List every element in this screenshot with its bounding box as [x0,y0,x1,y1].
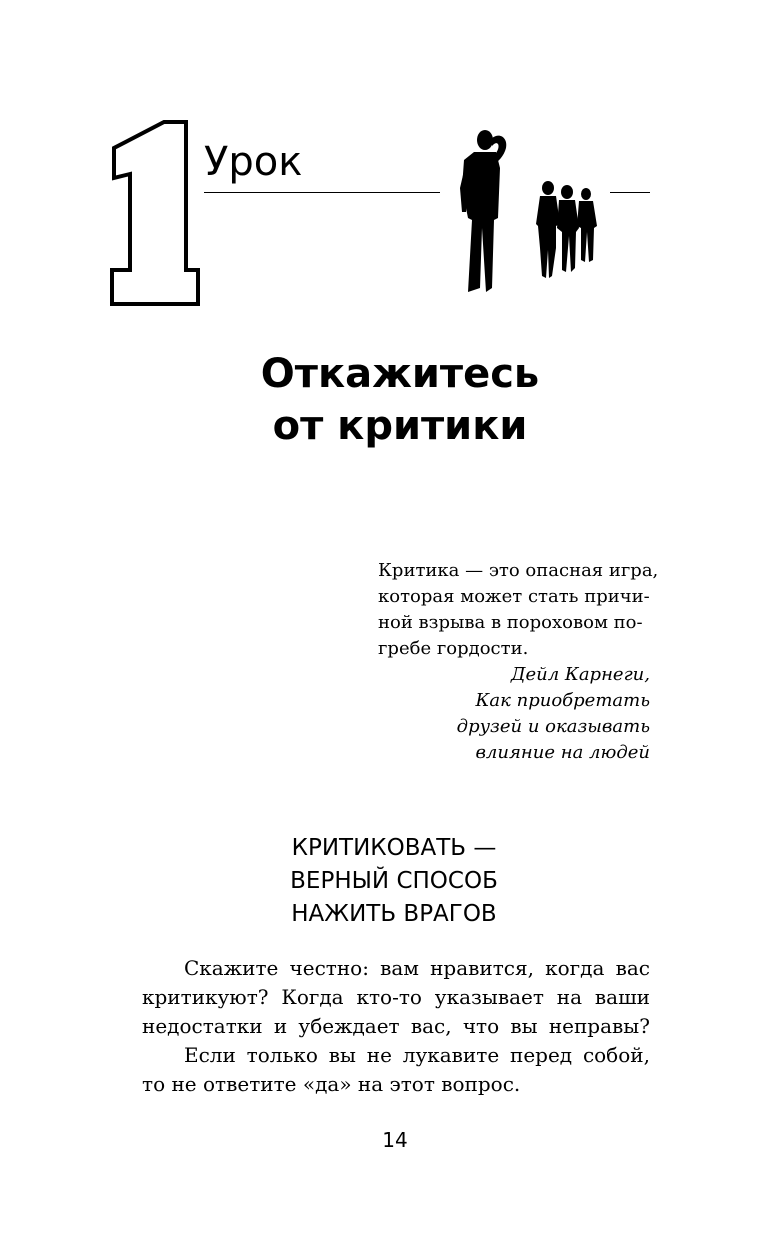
chapter-title [130,348,670,452]
body-word: Если [184,1043,236,1067]
body-word: ваши [594,985,650,1009]
header-rule-left [204,192,440,193]
epigraph-quote [378,558,659,662]
section-heading [180,832,608,931]
body-word: убеждает [298,1014,400,1038]
attribution-line: влияние на людей [475,742,650,763]
chapter-title-line: от критики [272,403,528,449]
body-line [142,954,650,983]
body-line [142,1012,650,1041]
section-heading-line: НАЖИТЬ ВРАГОВ [291,901,497,927]
body-word: Когда [281,985,344,1009]
body-word: недостатки [142,1014,263,1038]
lesson-label: Урок [204,139,303,185]
body-word: вам [380,956,419,980]
body-word: собой, [582,1043,650,1067]
chapter-title-line: Откажитесь [260,351,540,397]
section-heading-line: ВЕРНЫЙ СПОСОБ [290,868,498,894]
body-word: на [556,985,583,1009]
epigraph-line: ной взрыва в пороховом по- [378,612,643,633]
epigraph-line: Критика — это опасная игра, [378,560,659,581]
attribution-line: друзей и оказывать [456,716,650,737]
body-word: вас, [410,1014,452,1038]
body-word: честно: [289,956,369,980]
attribution-line: Дейл Карнеги, [510,664,650,685]
epigraph-line: которая может стать причи- [378,586,650,607]
header-rule-right [610,192,650,193]
body-word: неправы? [548,1014,650,1038]
section-heading-line: КРИТИКОВАТЬ — [291,835,497,861]
page-number: 14 [382,1128,408,1152]
lesson-number-outline [108,118,200,308]
business-people-silhouettes-icon [452,128,602,294]
attribution-line: Как приобретать [475,690,650,711]
body-line: то не ответите «да» на этот вопрос. [142,1072,521,1096]
body-word: нравится, [430,956,534,980]
body-word: когда [545,956,605,980]
body-word: вы [510,1014,538,1038]
epigraph-attribution [378,662,650,766]
body-paragraphs [142,954,650,1099]
body-word: Скажите [184,956,279,980]
body-word: что [462,1014,500,1038]
body-word: вы [328,1043,356,1067]
body-word: критикуют? [142,985,269,1009]
body-line [142,1041,650,1070]
body-word: кто-то [356,985,422,1009]
body-word: только [246,1043,318,1067]
body-word: и [273,1014,288,1038]
body-word: указывает [434,985,544,1009]
body-line [142,983,650,1012]
body-word: не [366,1043,392,1067]
body-word: вас [615,956,650,980]
epigraph-line: гребе гордости. [378,638,529,659]
body-word: перед [509,1043,573,1067]
body-word: лукавите [402,1043,500,1067]
